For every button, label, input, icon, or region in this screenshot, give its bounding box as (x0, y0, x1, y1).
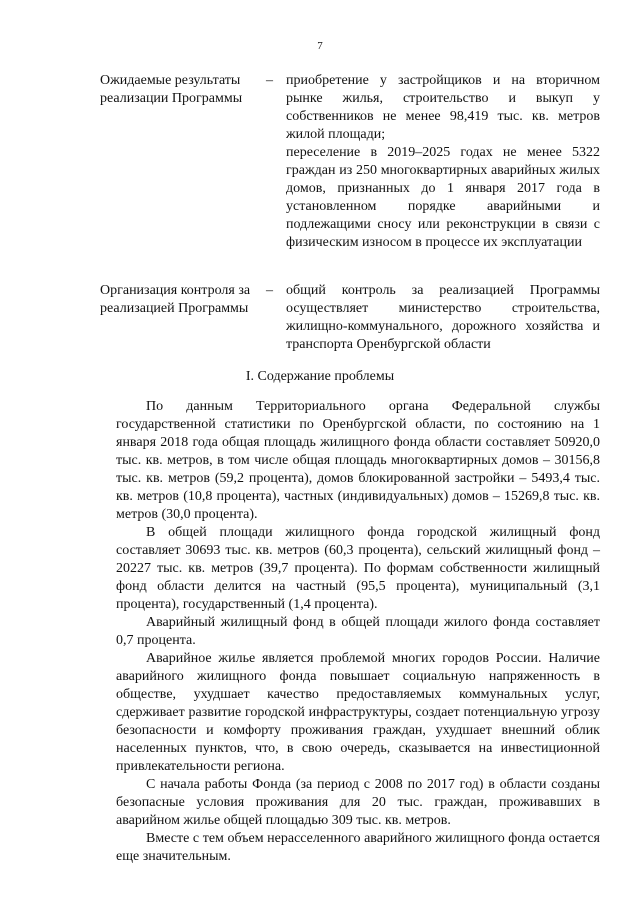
passport-label-results: Ожидаемые результаты реализации Программы (100, 73, 243, 106)
body-paragraph: Вместе с тем объем нерасселенного аварийного жилищного фонда остается еще значительным. (116, 831, 600, 864)
passport-dash-control: – (266, 283, 273, 298)
passport-row-control (100, 282, 600, 354)
page-number: 7 (317, 40, 323, 52)
passport-label-control: Организация контроля за реализацией Программы (100, 283, 251, 316)
passport-value-results (286, 72, 600, 252)
body-paragraph: Аварийный жилищный фонд в общей площади жилого фонда составляет 0,7 процента. (116, 615, 600, 648)
body-paragraph: По данным Территориального органа Федеральной службы государственной статистики по Оренбургской области, по состоянию на 1 января 2018 года общая площадь жилищного фонда области составляет 50920,0 тыс. кв. метров, в том числе общая площадь многоквартирных домов – 30156,8 тыс. кв. метров (59,2 процента), домов блокированной застройки – 5493,4 тыс. кв. метров (10,8 процента), частных (индивидуальных) домов – 15269,8 тыс. кв. метров (30,0 процента). (116, 399, 600, 522)
body-paragraph: С начала работы Фонда (за период с 2008 по 2017 год) в области созданы безопасные условия проживания для 20 тыс. граждан, проживавших в аварийном жилье общей площадью 309 тыс. кв. метров. (116, 777, 600, 828)
results-paragraph: приобретение у застройщиков и на вторичном рынке жилья, строительство и выкуп у собственников не менее 98,419 тыс. кв. метров жилой площади; (286, 73, 600, 142)
results-paragraph: переселение в 2019–2025 годах не менее 5322 граждан из 250 многоквартирных аварийных жилых домов, признанных до 1 января 2017 года в установленном порядке аварийными и подлежащими сносу или реконструкции в связи с физическим износом в процессе их эксплуатации (286, 145, 600, 250)
passport-value-control (286, 282, 600, 354)
passport-row-results (100, 72, 600, 252)
control-paragraph: общий контроль за реализацией Программы осуществляет министерство строительства, жилищно-коммунального, дорожного хозяйства и транспорта Оренбургской области (286, 283, 600, 352)
section-title: I. Содержание проблемы (245, 369, 395, 384)
passport-dash-results: – (266, 73, 273, 88)
body-paragraph: В общей площади жилищного фонда городской жилищный фонд составляет 30693 тыс. кв. метров (60,3 процента), сельский жилищный фонд – 20227 тыс. кв. метров (39,7 процента). По формам собственности жилищный фонд области делится на частный (95,5 процента), муниципальный (3,1 процента), государственный (1,4 процента). (116, 525, 600, 612)
section-body (116, 398, 600, 866)
body-paragraph: Аварийное жилье является проблемой многих городов России. Наличие аварийного жилищного фонда повышает социальную напряженность в обществе, ухудшает качество предоставляемых коммунальных услуг, сдерживает развитие городской инфраструктуры, создает потенциальную угрозу безопасности и комфорту проживания граждан, ухудшает внешний облик населенных пунктов, что, в свою очередь, сказывается на инвестиционной привлекательности региона. (116, 651, 600, 774)
